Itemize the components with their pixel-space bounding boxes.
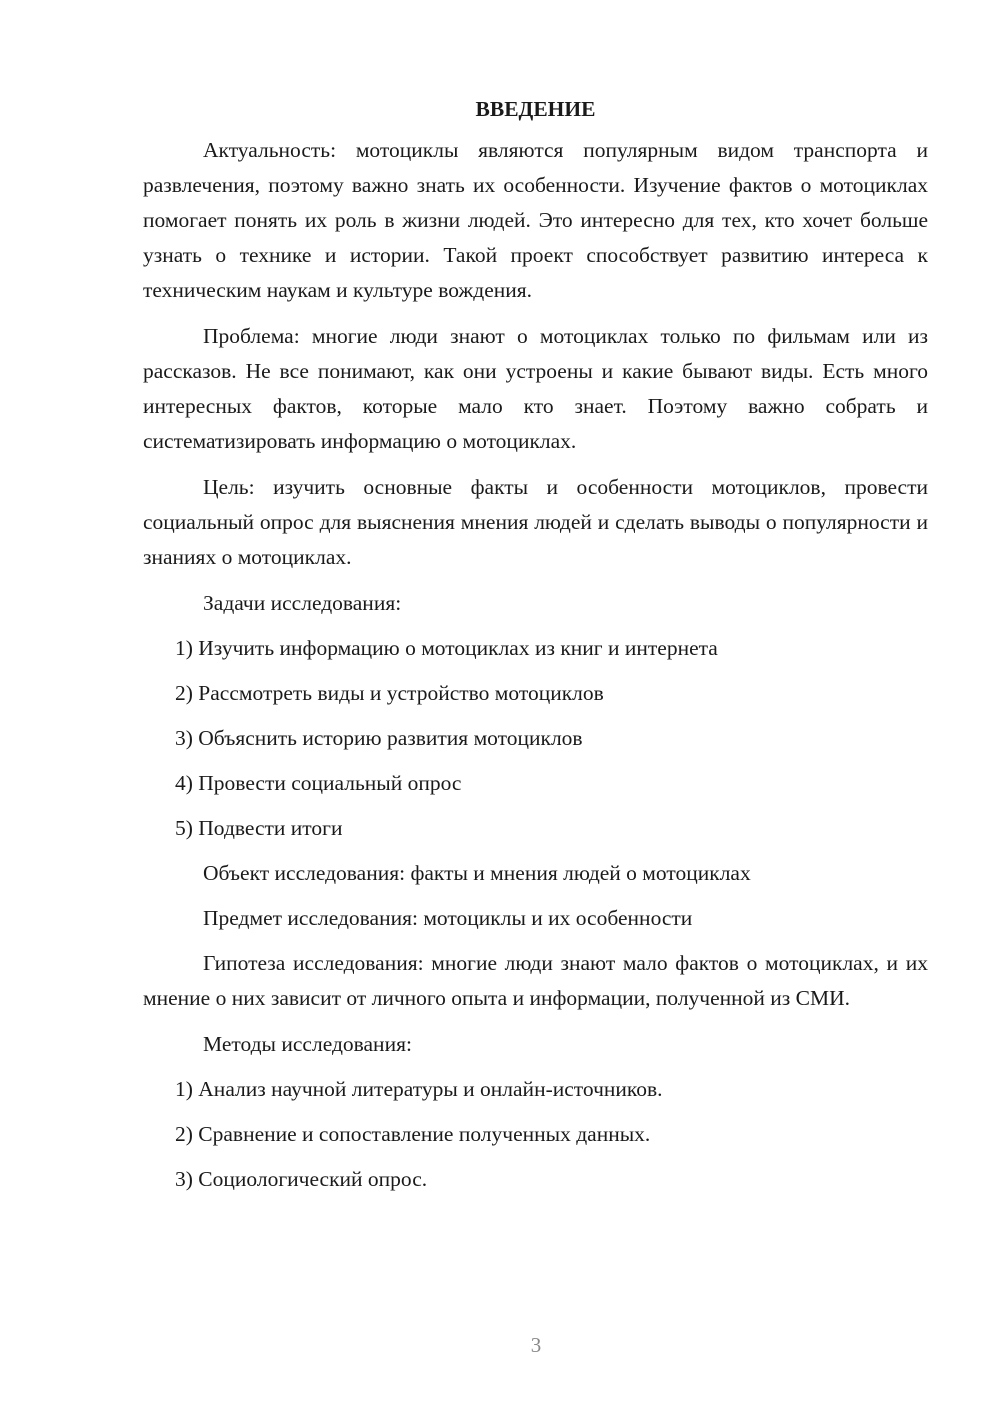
document-page xyxy=(143,92,928,1207)
method-item: 2) Сравнение и сопоставление полученных данных. xyxy=(175,1122,651,1146)
task-item: 5) Подвести итоги xyxy=(175,816,343,840)
problem-paragraph: Проблема: многие люди знают о мотоциклах только по фильмам или из рассказов. Не все понимают, как они устроены и какие бывают виды. Есть много интересных фактов, которые мало кто знает. Поэтому важно собрать и систематизировать информацию о мотоциклах. xyxy=(143,324,928,453)
methods-heading: Методы исследования: xyxy=(203,1032,412,1056)
methods-list xyxy=(143,1072,928,1197)
method-item: 3) Социологический опрос. xyxy=(175,1167,428,1191)
tasks-heading: Задачи исследования: xyxy=(203,591,402,615)
relevance-paragraph: Актуальность: мотоциклы являются популярным видом транспорта и развлечения, поэтому важно знать их особенности. Изучение фактов о мотоциклах помогает понять их роль в жизни людей. Это интересно для тех, кто хочет больше узнать о технике и истории. Такой проект способствует развитию интереса к техническим наукам и культуре вождения. xyxy=(143,138,928,302)
method-item: 1) Анализ научной литературы и онлайн-источников. xyxy=(175,1077,663,1101)
tasks-list xyxy=(143,631,928,846)
task-item: 1) Изучить информацию о мотоциклах из книг и интернета xyxy=(175,636,718,660)
goal-paragraph: Цель: изучить основные факты и особенности мотоциклов, провести социальный опрос для выяснения мнения людей и сделать выводы о популярности и знаниях о мотоциклах. xyxy=(143,475,928,569)
object-paragraph: Объект исследования: факты и мнения людей о мотоциклах xyxy=(203,861,751,885)
section-title: ВВЕДЕНИЕ xyxy=(475,97,596,121)
page-number: 3 xyxy=(530,1333,542,1357)
hypothesis-paragraph: Гипотеза исследования: многие люди знают мало фактов о мотоциклах, и их мнение о них зависит от личного опыта и информации, полученной из СМИ. xyxy=(143,951,928,1010)
task-item: 3) Объяснить историю развития мотоциклов xyxy=(175,726,583,750)
task-item: 4) Провести социальный опрос xyxy=(175,771,462,795)
subject-paragraph: Предмет исследования: мотоциклы и их особенности xyxy=(203,906,693,930)
task-item: 2) Рассмотреть виды и устройство мотоциклов xyxy=(175,681,604,705)
